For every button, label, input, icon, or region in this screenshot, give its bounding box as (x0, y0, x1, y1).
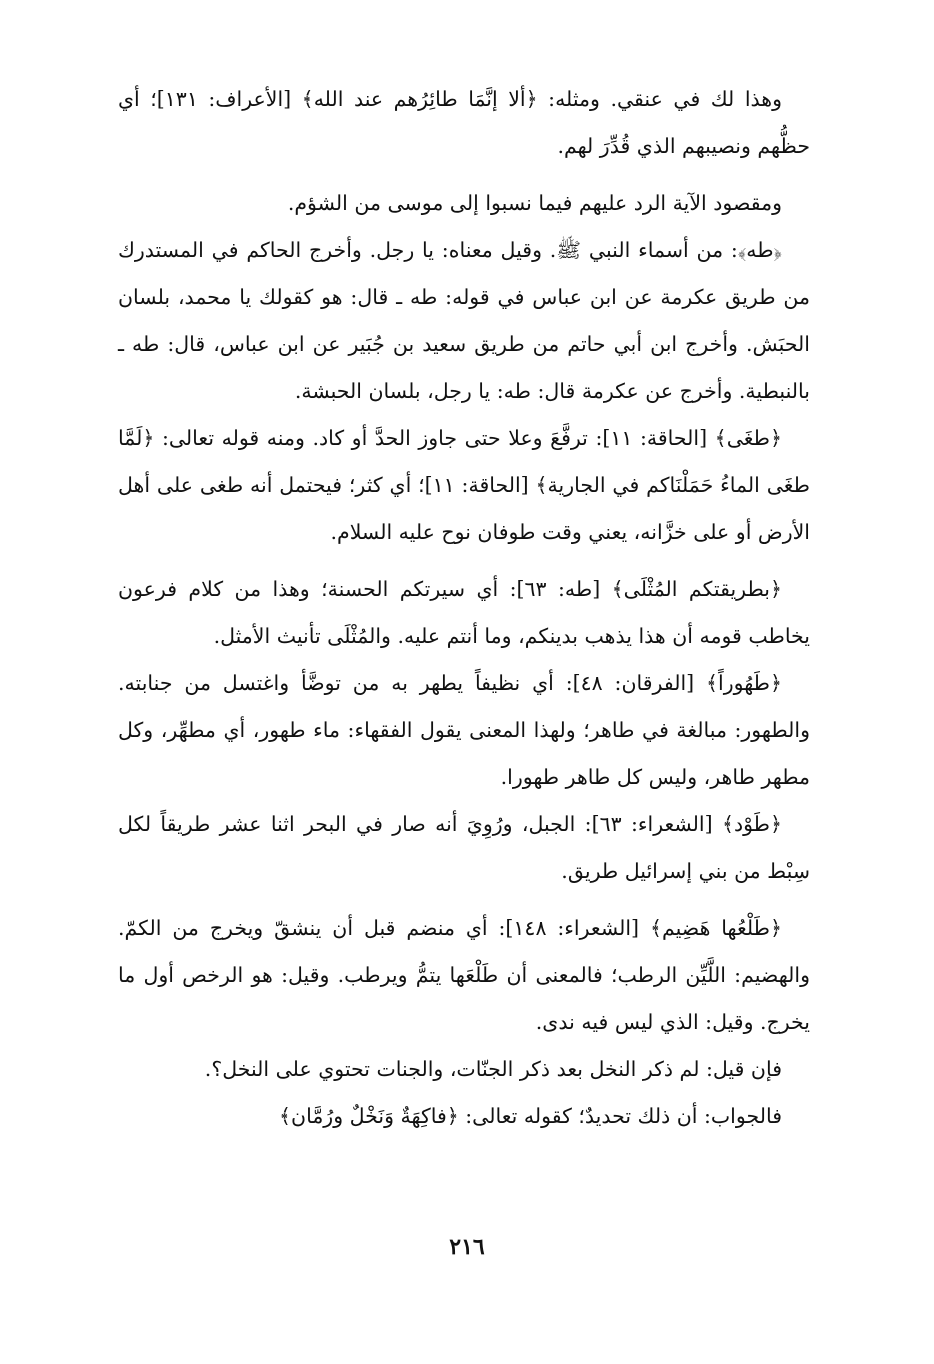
paragraph: ومقصود الآية الرد عليهم فيما نسبوا إلى موسى من الشؤم. (287, 191, 782, 215)
paragraph: ﴿طَلْعُها هَضِيم﴾ [الشعراء: ١٤٨]: أي منضم قبل أن ينشقّ ويخرج من الكمّ. والهضيم: اللَّيِّن الرطب؛ فالمعنى أن طَلْعَها يتمُّ ويرطب. وقيل: هو الرخص أول ما يخرج. وقيل: الذي ليس فيه ندى. (118, 916, 810, 1034)
paragraph: ﴿طغَى﴾ [الحاقة: ١١]: ترفَّعَ وعلا حتى جاوز الحدَّ أو كاد. ومنه قوله تعالى: ﴿لَمَّا طغَى الماءُ حَمَلْنَاكم في الجارية﴾ [الحاقة: ١١]؛ أي كثر؛ فيحتمل أنه طغى على أهل الأرض أو على خزَّانه، يعني وقت طوفان نوح عليه السلام. (118, 426, 810, 544)
page-number: ٢١٦ (449, 1234, 485, 1260)
paragraph: وهذا لك في عنقي. ومثله: ﴿ألا إنَّمَا طائِرُهم عند الله﴾ [الأعراف: ١٣١]؛ أي حظُّهم ونصيبهم الذي قُدِّرَ لهم. (118, 87, 810, 158)
page-body (118, 76, 810, 1140)
paragraph: فإن قيل: لم ذكر النخل بعد ذكر الجنّات، والجنات تحتوي على النخل؟. (204, 1057, 782, 1081)
paragraph: فالجواب: أن ذلك تحديدٌ؛ كقوله تعالى: ﴿فاكِهَةٌ وَنَخْلٌ ورُمَّان﴾ (279, 1104, 782, 1128)
paragraph: ﴿طَهُوراً﴾ [الفرقان: ٤٨]: أي نظيفاً يطهر به من توضَّأ واغتسل من جنابته. والطهور: مبالغة في طاهر؛ ولهذا المعنى يقول الفقهاء: ماء طهور، أي مطهِّر، وكل مطهر طاهر، وليس كل طاهر طهورا. (118, 671, 810, 789)
paragraph: ﴿طَوْد﴾ [الشعراء: ٦٣]: الجبل، ورُوِيَ أنه صار في البحر اثنا عشر طريقاً لكل سِبْط من بني إسرائيل طريق. (118, 812, 810, 883)
paragraph: ﴿طه﴾: من أسماء النبي ﷺ. وقيل معناه: يا رجل. وأخرج الحاكم في المستدرك من طريق عكرمة عن ابن عباس في قوله: طه ـ قال: هو كقولك يا محمد، بلسان الحبَش. وأخرج ابن أبي حاتم من طريق سعيد بن جُبَير عن ابن عباس، قال: طه ـ بالنبطية. وأخرج عن عكرمة قال: طه: يا رجل، بلسان الحبشة. (118, 238, 810, 403)
paragraph: ﴿بطريقتكم المُثْلَى﴾ [طه: ٦٣]: أي سيرتكم الحسنة؛ وهذا من كلام فرعون يخاطب قومه أن هذا يذهب بدينكم، وما أنتم عليه. والمُثْلَى تأنيث الأمثل. (118, 577, 810, 648)
